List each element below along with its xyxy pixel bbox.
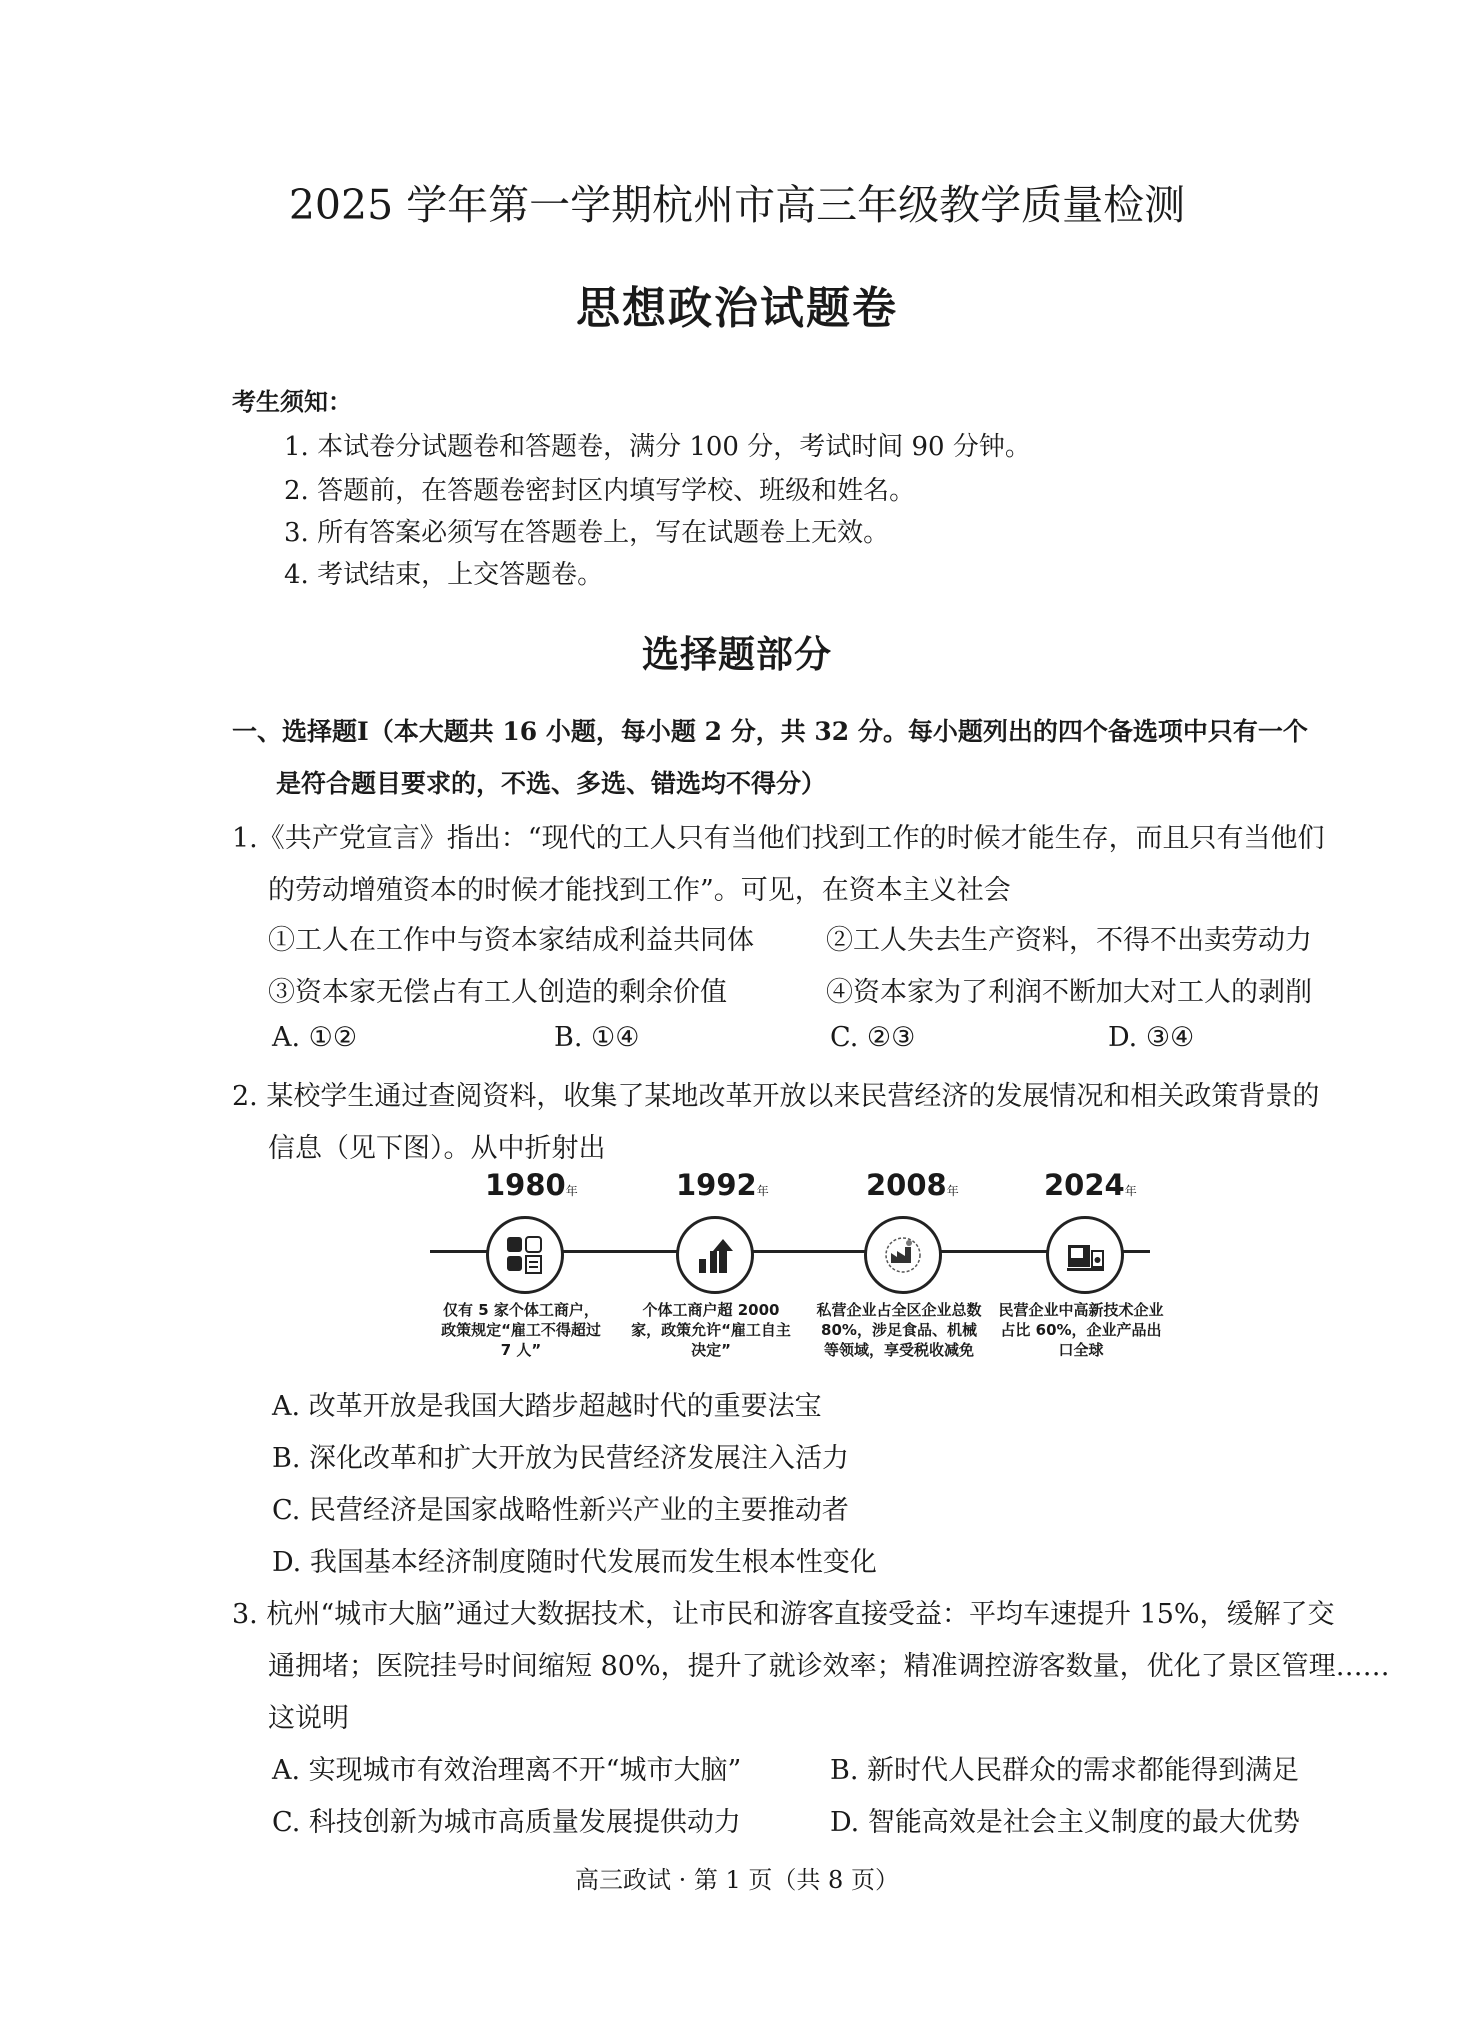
notice-heading: 考生须知： <box>232 387 352 416</box>
timeline-caption-2024: 民营企业中高新技术企业占比 60%，企业产品出口全球 <box>998 1301 1164 1359</box>
policy-timeline <box>430 1168 1164 1378</box>
q3-option-a: A. 实现城市有效治理离不开“城市大脑” <box>272 1755 742 1786</box>
growth-arrows-icon <box>676 1216 754 1294</box>
q1-statement-4: ④资本家为了利润不断加大对工人的剥削 <box>826 977 1312 1008</box>
notice-item: 1. 本试卷分试题卷和答题卷，满分 100 分，考试时间 90 分钟。 <box>284 432 1031 462</box>
notice-item: 3. 所有答案必须写在答题卷上，写在试题卷上无效。 <box>284 518 890 548</box>
notice-item: 2. 答题前，在答题卷密封区内填写学校、班级和姓名。 <box>284 476 916 506</box>
q1-statement-1: ①工人在工作中与资本家结成利益共同体 <box>268 925 754 956</box>
q1-option-a: A. ①② <box>272 1022 358 1053</box>
q1-statement-3: ③资本家无偿占有工人创造的剩余价值 <box>268 977 727 1008</box>
timeline-year-2008: 2008年 <box>866 1168 959 1202</box>
q1-stem: 1.《共产党宣言》指出：“现代的工人只有当他们找到工作的时候才能生存，而且只有当他们 <box>232 823 1325 854</box>
page-footer: 高三政试 · 第 1 页（共 8 页） <box>575 1866 899 1894</box>
q1-option-b: B. ①④ <box>554 1022 640 1053</box>
q3-option-c: C. 科技创新为城市高质量发展提供动力 <box>272 1807 741 1838</box>
q3-option-d: D. 智能高效是社会主义制度的最大优势 <box>830 1807 1300 1838</box>
q3-stem: 3. 杭州“城市大脑”通过大数据技术，让市民和游客直接受益：平均车速提升 15%，缓解了交 <box>232 1599 1335 1630</box>
timeline-caption-1992: 个体工商户超 2000 家，政策允许“雇工自主决定” <box>631 1301 791 1359</box>
q2-stem-cont: 信息（见下图）。从中折射出 <box>268 1133 606 1164</box>
q1-stem-cont: 的劳动增殖资本的时候才能找到工作”。可见，在资本主义社会 <box>268 875 1011 906</box>
notice-item: 4. 考试结束，上交答题卷。 <box>284 560 604 590</box>
exam-title: 2025 学年第一学期杭州市高三年级教学质量检测 <box>288 181 1186 229</box>
timeline-year-1992: 1992年 <box>676 1168 769 1202</box>
appliances-icon <box>1046 1216 1124 1294</box>
exam-subtitle: 思想政治试题卷 <box>576 283 898 334</box>
q2-option-c: C. 民营经济是国家战略性新兴产业的主要推动者 <box>272 1495 849 1526</box>
q1-option-d: D. ③④ <box>1108 1022 1195 1053</box>
factory-globe-icon <box>864 1216 942 1294</box>
section-title: 选择题部分 <box>642 632 832 676</box>
timeline-caption-1980: 仅有 5 家个体工商户，政策规定“雇工不得超过 7 人” <box>441 1301 601 1359</box>
q2-stem: 2. 某校学生通过查阅资料，收集了某地改革开放以来民营经济的发展情况和相关政策背景的 <box>232 1081 1320 1112</box>
timeline-year-2024: 2024年 <box>1044 1168 1137 1202</box>
document-stack-icon <box>486 1216 564 1294</box>
q1-option-c: C. ②③ <box>830 1022 916 1053</box>
q2-option-b: B. 深化改革和扩大开放为民营经济发展注入活力 <box>272 1443 850 1474</box>
q3-stem-cont2: 这说明 <box>268 1703 349 1734</box>
q1-statement-2: ②工人失去生产资料，不得不出卖劳动力 <box>826 925 1312 956</box>
timeline-year-1980: 1980年 <box>485 1168 578 1202</box>
part-heading-cont: 是符合题目要求的，不选、多选、错选均不得分） <box>276 769 827 798</box>
q3-stem-cont: 通拥堵；医院挂号时间缩短 80%，提升了就诊效率；精准调控游客数量，优化了景区管理…… <box>268 1651 1390 1682</box>
q2-option-a: A. 改革开放是我国大踏步超越时代的重要法宝 <box>272 1391 822 1422</box>
q3-option-b: B. 新时代人民群众的需求都能得到满足 <box>830 1755 1300 1786</box>
part-heading: 一、选择题Ⅰ（本大题共 16 小题，每小题 2 分，共 32 分。每小题列出的四个备选项中只有一个 <box>232 717 1308 746</box>
timeline-caption-2008: 私营企业占全区企业总数 80%，涉足食品、机械等领域，享受税收减免 <box>816 1301 982 1359</box>
q2-option-d: D. 我国基本经济制度随时代发展而发生根本性变化 <box>272 1547 877 1578</box>
